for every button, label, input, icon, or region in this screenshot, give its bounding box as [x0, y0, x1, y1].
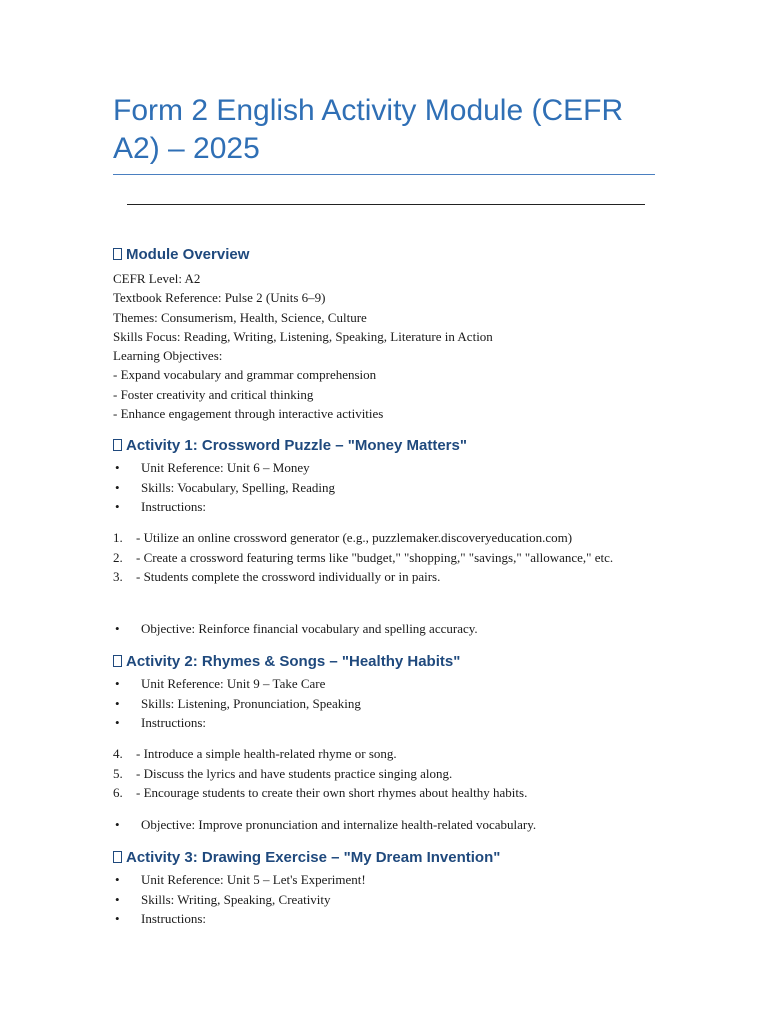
missing-glyph-icon: [113, 851, 122, 863]
bullet-icon: •: [115, 460, 120, 475]
overview-line: Skills Focus: Reading, Writing, Listening, Speaking, Literature in Action: [113, 328, 493, 344]
document-title: Form 2 English Activity Module (CEFR A2) – 2025: [113, 94, 624, 165]
list-item: 2. - Create a crossword featuring terms like "budget," "shopping," "savings," "allowance," etc.: [113, 549, 614, 565]
list-item: • Skills: Vocabulary, Spelling, Reading: [113, 478, 673, 498]
activity-3-section: [113, 848, 673, 868]
bullet-icon: •: [115, 499, 120, 514]
overview-line: CEFR Level: A2: [113, 271, 201, 286]
overview-line: - Expand vocabulary and grammar comprehension: [113, 367, 377, 383]
list-item: • Objective: Reinforce financial vocabulary and spelling accuracy.: [113, 619, 673, 639]
list-item: • Unit Reference: Unit 9 – Take Care: [113, 674, 673, 694]
missing-glyph-icon: [113, 248, 122, 260]
module-overview-section: [113, 245, 673, 423]
activity-2-section: [113, 652, 673, 672]
activity-2-steps: [113, 744, 653, 803]
list-item: 6. - Encourage students to create their own short rhymes about healthy habits.: [113, 785, 528, 800]
activity-1-section: [113, 436, 673, 456]
activity-1-bullets: [113, 458, 673, 517]
list-item: • Unit Reference: Unit 5 – Let's Experiment!: [113, 870, 673, 890]
list-item: • Instructions:: [113, 713, 673, 733]
bullet-icon: •: [115, 891, 120, 907]
overview-line: Learning Objectives:: [113, 348, 223, 364]
list-item: • Skills: Writing, Speaking, Creativity: [113, 890, 673, 910]
list-item: • Unit Reference: Unit 6 – Money: [113, 458, 673, 478]
bullet-icon: •: [115, 676, 120, 691]
list-item: • Skills: Listening, Pronunciation, Speaking: [113, 694, 673, 714]
list-item: 5. - Discuss the lyrics and have students practice singing along.: [113, 765, 453, 781]
overview-line: Textbook Reference: Pulse 2 (Units 6–9): [113, 290, 326, 306]
bullet-icon: •: [115, 479, 120, 495]
list-item: • Objective: Improve pronunciation and internalize health-related vocabulary.: [113, 815, 673, 835]
activity-2-bullets: [113, 674, 673, 733]
module-overview-heading: Module Overview: [113, 245, 673, 265]
activity-1-objective: [113, 619, 673, 639]
bullet-icon: •: [115, 621, 120, 636]
activity-2-heading: Activity 2: Rhymes & Songs – "Healthy Habits": [113, 652, 673, 672]
title-underline: [113, 174, 655, 175]
list-item: 3. - Students complete the crossword individually or in pairs.: [113, 569, 441, 584]
bullet-icon: •: [115, 872, 120, 887]
activity-1-heading: Activity 1: Crossword Puzzle – "Money Matters": [113, 436, 673, 456]
overview-lines: [113, 269, 673, 423]
list-item: 4. - Introduce a simple health-related rhyme or song.: [113, 746, 397, 761]
overview-line: Themes: Consumerism, Health, Science, Culture: [113, 309, 367, 325]
overview-line: - Enhance engagement through interactive activities: [113, 406, 384, 422]
horizontal-separator: [127, 204, 645, 205]
list-item: • Instructions:: [113, 909, 673, 929]
missing-glyph-icon: [113, 655, 122, 667]
overview-line: - Foster creativity and critical thinking: [113, 386, 314, 402]
bullet-icon: •: [115, 695, 120, 711]
bullet-icon: •: [115, 817, 120, 832]
list-item: 1. - Utilize an online crossword generator (e.g., puzzlemaker.discoveryeducation.com): [113, 530, 573, 545]
activity-2-objective: [113, 815, 673, 835]
missing-glyph-icon: [113, 439, 122, 451]
activity-3-bullets: [113, 870, 673, 929]
bullet-icon: •: [115, 715, 120, 730]
bullet-icon: •: [115, 911, 120, 926]
list-item: • Instructions:: [113, 497, 673, 517]
activity-1-steps: [113, 528, 653, 587]
activity-3-heading: Activity 3: Drawing Exercise – "My Dream Invention": [113, 848, 673, 868]
